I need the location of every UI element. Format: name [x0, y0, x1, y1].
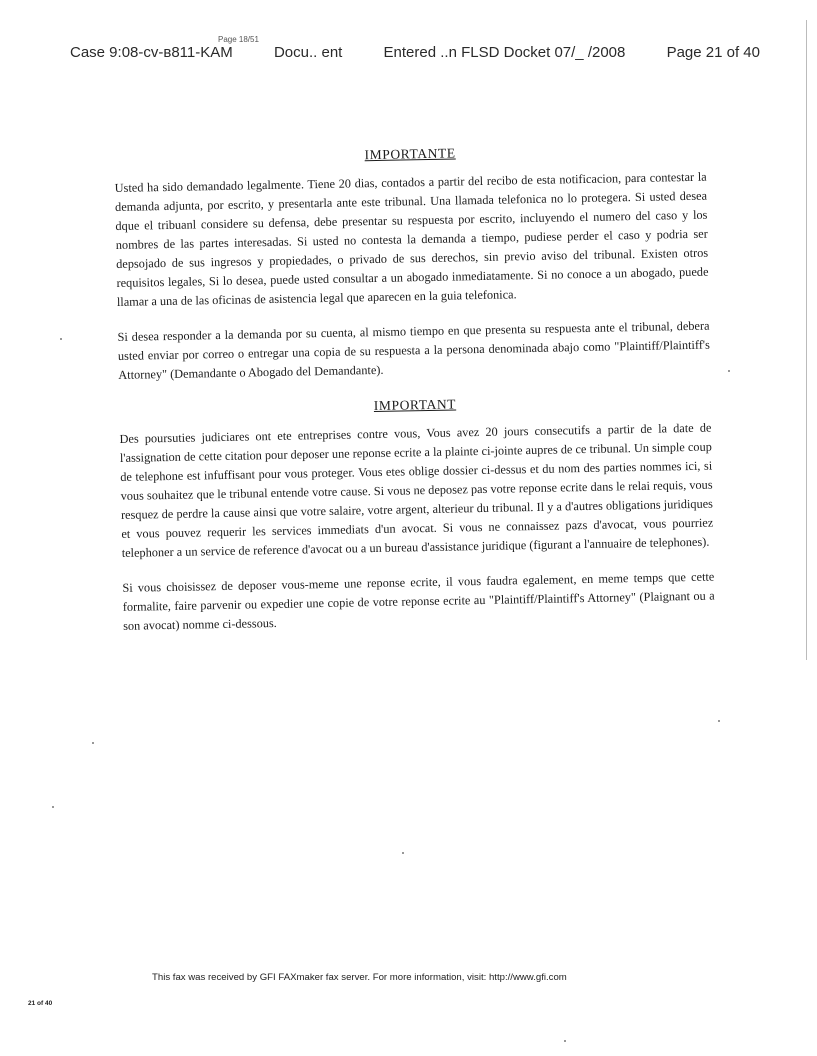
- entered-label: Entered ..n FLSD Docket 07/_ /2008: [383, 44, 626, 61]
- spanish-heading: IMPORTANTE: [364, 145, 456, 163]
- case-number: Case 9:08-cv-в811-KAM: [70, 44, 233, 61]
- scan-speck: [92, 742, 94, 744]
- spanish-paragraph-2: Si desea responder a la demanda por su cuenta, al mismo tiempo en que presenta su respuesta ante el tribunal, debera usted enviar por correo o entregar una copia de su respuesta a la persona denominada abajo como "Plaintiff/Plaintiff's Attorney" (Demandante o Abogado del Demandante).: [117, 318, 710, 382]
- french-paragraph-1: Des poursuties judiciares ont ete entreprises contre vous, Vous avez 20 jours consecutifs a partir de la date de l'assignation de cette citation pour deposer une reponse ecrite a la plainte ci-jointe aupres de ce tribunal. Un simple coup de telephone est infuffisant pour vous proteger. Vous etes oblige dossier ci-dessus et du nom des parties nommes ici, si vous souhaitez que le tribunal entende votre cause. Si vous ne deposez pas votre reponse ecrite dans le relai requis, vous resquez de perdre la cause ainsi que votre salaire, votre argent, alterieur du tribunal. Il y a d'autres obligations juridiques et vous pouvez requerir les services immediats d'un avocat. Si vous ne connaissez pazs d'avocat, vous pourriez telephoner a un service de reference d'avocat ou a un bureau d'assistance juridique (figurant a l'annuaire de telephones).: [119, 420, 714, 560]
- scan-speck: [402, 852, 404, 854]
- french-paragraph-2: Si vous choisissez de deposer vous-meme une reponse ecrite, il vous faudra egalement, en meme temps que cette formalite, faire parvenir ou expedier une copie de votre reponse ecrite au "Plaintiff/Plaintiff's Attorney" (Plaignant ou a son avocat) nomme ci-dessous.: [122, 569, 715, 633]
- spanish-paragraph-1: Usted ha sido demandado legalmente. Tiene 20 dias, contados a partir del recibo de esta notificacion, para contestar la demanda adjunta, por escrito, y presentarla ante este tribunal. Una llamada telefonica no lo protegera. Si usted desea dque el tribuanl considere su defensa, debe presentar su respuesta por escrito, incluyendo el numero del caso y los nombres de las partes interesadas. Si usted no contesta la demanda a tiempo, pudiese perder el caso y podria ser depsojado de sus ingresos y propiedades, o privado de sus derechos, sin previo aviso del tribunal. Existen otros requisitos legales, Si lo desea, puede usted consultar a un abogado inmediatamente. Si no conoce a un abogado, puede llamar a una de las oficinas de asistencia legal que aparecen en la guia telefonica.: [114, 169, 709, 309]
- scan-speck: [60, 338, 62, 340]
- page-counter: 21 of 40: [28, 1000, 53, 1007]
- fax-footer: This fax was received by GFI FAXmaker fax server. For more information, visit: http://www.gfi.com: [152, 972, 567, 983]
- scan-speck: [718, 720, 720, 722]
- scan-speck: [52, 806, 54, 808]
- scan-speck: [564, 1040, 566, 1042]
- header-overlay-label: Page 18/51: [218, 35, 259, 44]
- scan-edge-line: [806, 20, 807, 660]
- court-header: [70, 35, 760, 61]
- header-page-label: Page 21 of 40: [666, 44, 760, 61]
- notice-body: [114, 139, 716, 652]
- document-label: Docu.. ent: [273, 44, 343, 61]
- scan-speck: [728, 370, 730, 372]
- french-heading: IMPORTANT: [373, 396, 457, 414]
